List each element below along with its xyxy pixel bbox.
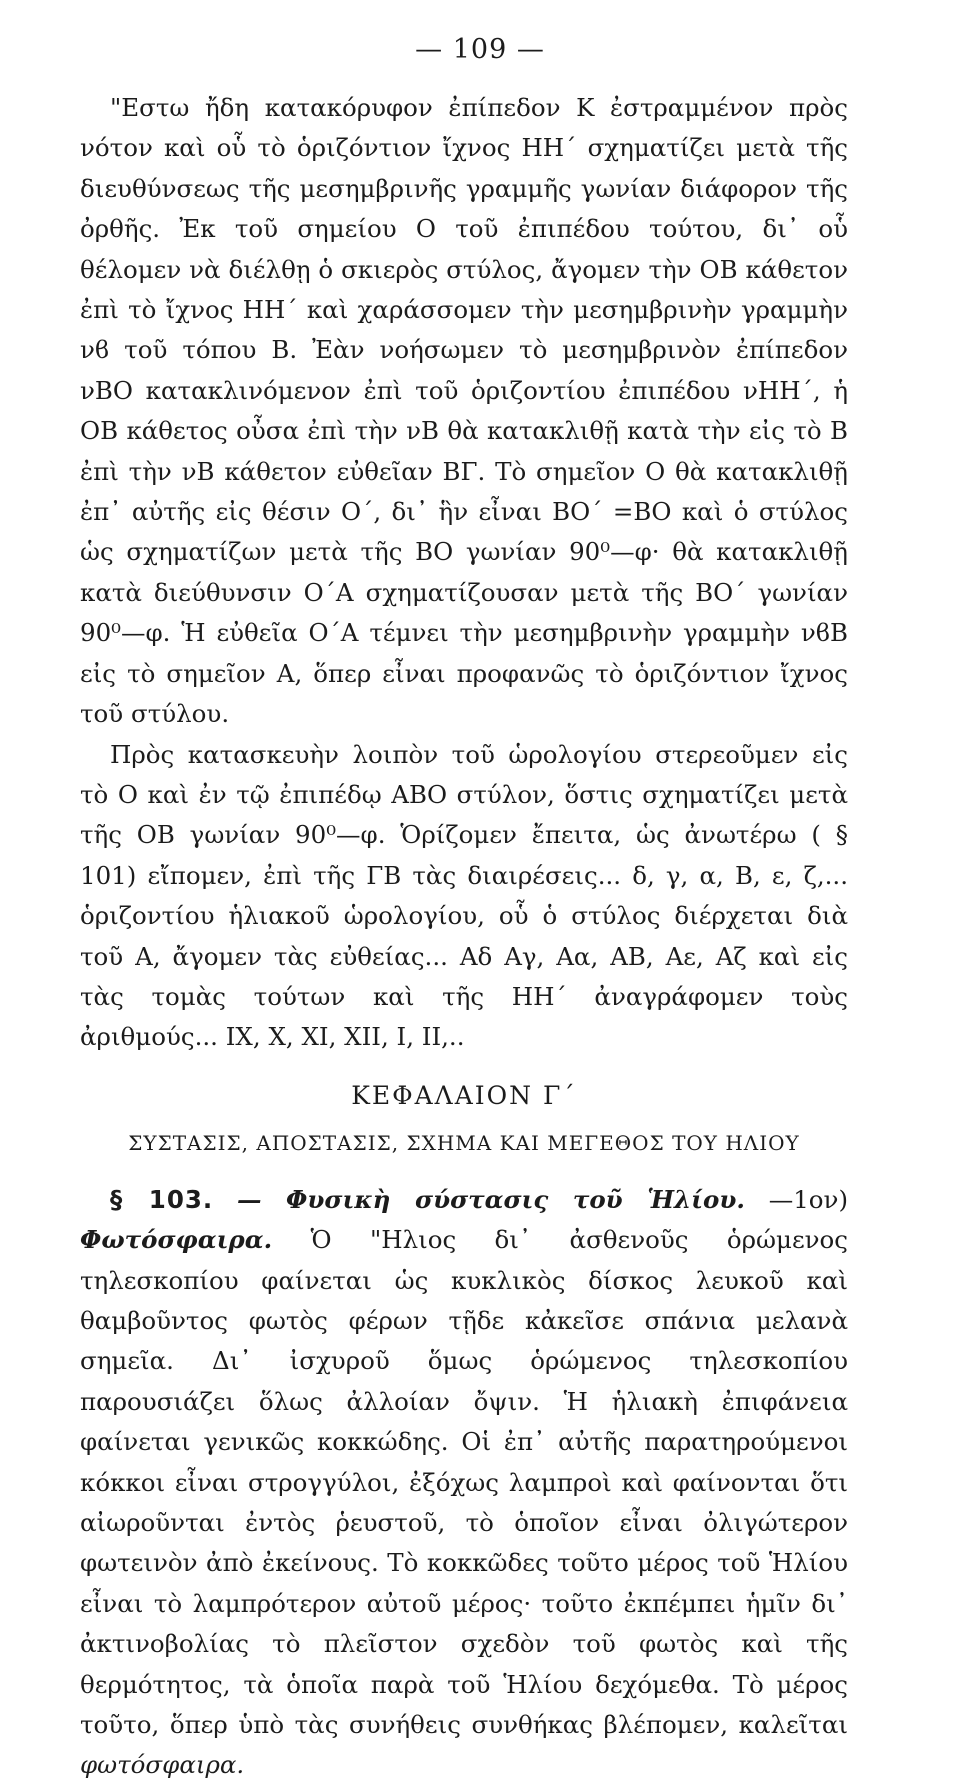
paragraph-section-103 [80,1180,848,1786]
section-title: — Φυσικὴ σύστασις τοῦ Ἡλίου. [237,1184,745,1214]
subsection-title: Φωτόσφαιρα. [80,1225,273,1255]
paragraph-sundial-construction: "Εστω ἤδη κατακόρυφον ἐπίπεδον Κ ἐστραμμένον πρὸς νότον καὶ οὗ τὸ ὁριζόντιον ἴχνος ΗΗ΄ σχηματίζει μετὰ τῆς διευθύνσεως τῆς μεσημβρινῆς γραμμῆς γωνίαν διάφορον τῆς ὀρθῆς. Ἐκ τοῦ σημείου Ο τοῦ ἐπιπέδου τούτου, δι᾽ οὗ θέλομεν νὰ διέλθῃ ὁ σκιερὸς στύλος, ἄγομεν τὴν ΟΒ κάθετον ἐπὶ τὸ ἴχνος ΗΗ΄ καὶ χαράσσομεν τὴν μεσημβρινὴν γραμμὴν νϐ τοῦ τόπου Β. Ἐὰν νοήσωμεν τὸ μεσημβρινὸν ἐπίπεδον νΒΟ κατακλινόμενον ἐπὶ τοῦ ὁριζοντίου ἐπιπέδου νΗΗ΄, ἡ ΟΒ κάθετος οὖσα ἐπὶ τὴν νΒ θὰ κατακλιθῇ κατὰ τὴν εἰς τὸ Β ἐπὶ τὴν νΒ κάθετον εὐθεῖαν ΒΓ. Τὸ σημεῖον Ο θὰ κατακλιθῇ ἐπ᾽ αὐτῆς εἰς θέσιν Ο΄, δι᾽ ἣν εἶναι ΒΟ΄ =ΒΟ καὶ ὁ στύλος ὡς σχηματίζων μετὰ τῆς ΒΟ γωνίαν 90⁰—φ· θὰ κατακλιθῇ κατὰ διεύθυνσιν Ο΄Α σχηματίζουσαν μετὰ τῆς ΒΟ΄ γωνίαν 90⁰—φ. Ἡ εὐθεῖα Ο΄Α τέμνει τὴν μεσημβρινὴν γραμμὴν νϐΒ εἰς τὸ σημεῖον Α, ὅπερ εἶναι προφανῶς τὸ ὁριζόντιον ἴχνος τοῦ στύλου. [80,93,848,729]
section-number: § 103. [110,1184,214,1214]
paragraph-photosphere-text: Ὁ "Ηλιος δι᾽ ἀσθενοῦς ὁρώμενος τηλεσκοπίου φαίνεται ὡς κυκλικὸς δίσκος λευκοῦ καὶ θαμβοῦντος φωτὸς φέρων τῇδε κἀκεῖσε σπάνια μελανὰ σημεῖα. Δι᾽ ἰσχυροῦ ὅμως ὁρώμενος τηλεσκοπίου παρουσιάζει ὅλως ἀλλοίαν ὄψιν. Ἡ ἡλιακὴ ἐπιφάνεια φαίνεται γενικῶς κοκκώδης. Οἱ ἐπ᾽ αὐτῆς παρατηρούμενοι κόκκοι εἶναι στρογγύλοι, ἐξόχως λαμπροὶ καὶ φαίνονται ὅτι αἰωροῦνται ἐντὸς ῥευστοῦ, τὸ ὁποῖον εἶναι ὀλιγώτερον φωτεινὸν ἀπὸ ἐκείνους. Τὸ κοκκῶδες τοῦτο μέρος τοῦ Ἡλίου εἶναι τὸ λαμπρότερον αὐτοῦ μέρος· τοῦτο ἐκπέμπει ἡμῖν δι᾽ ἀκτινοβολίας τὸ πλεῖστον σχεδὸν τοῦ φωτὸς καὶ τῆς θερμότητος, τὰ ὁποῖα παρὰ τοῦ Ἡλίου δεχόμεθα. Τὸ μέρος τοῦτο, ὅπερ ὑπὸ τὰς συνήθεις συνθήκας βλέπομεν, καλεῖται [80,1225,849,1740]
page-number: — 109 — [415,34,545,65]
chapter-heading: ΚΕΦΑΛΑΙΟΝ Γ΄ [351,1080,577,1110]
subsection-number: —1ον) [768,1184,849,1214]
paragraph-sundial-steps: Πρὸς κατασκευὴν λοιπὸν τοῦ ὡρολογίου στερεοῦμεν εἰς τὸ Ο καὶ ἐν τῷ ἐπιπέδῳ ΑΒΟ στύλον, ὅστις σχηματίζει μετὰ τῆς ΟΒ γωνίαν 90⁰—φ. Ὁρίζομεν ἔπειτα, ὡς ἀνωτέρω ( § 101) εἴπομεν, ἐπὶ τῆς ΓΒ τὰς διαιρέσεις... δ, γ, α, Β, ε, ζ,... ὁριζοντίου ἡλιακοῦ ὡρολογίου, οὗ ὁ στύλος διέρχεται διὰ τοῦ Α, ἄγομεν τὰς εὐθείας... Αδ Αγ, Αα, ΑΒ, Αε, Αζ καὶ εἰς τὰς τομὰς τούτων καὶ τῆς ΗΗ΄ ἀναγράφομεν τοὺς ἀριθμούς... IX, X, XI, XII, I, II,.. [80,739,848,1052]
body-text [80,88,848,1786]
photosphere-term: φωτόσφαιρα. [80,1750,245,1780]
chapter-subtitle: ΣΥΣΤΑΣΙΣ, ΑΠΟΣΤΑΣΙΣ, ΣΧΗΜΑ ΚΑΙ ΜΕΓΕΘΟΣ ΤΟΥ ΗΛΙΟΥ [128,1130,800,1155]
